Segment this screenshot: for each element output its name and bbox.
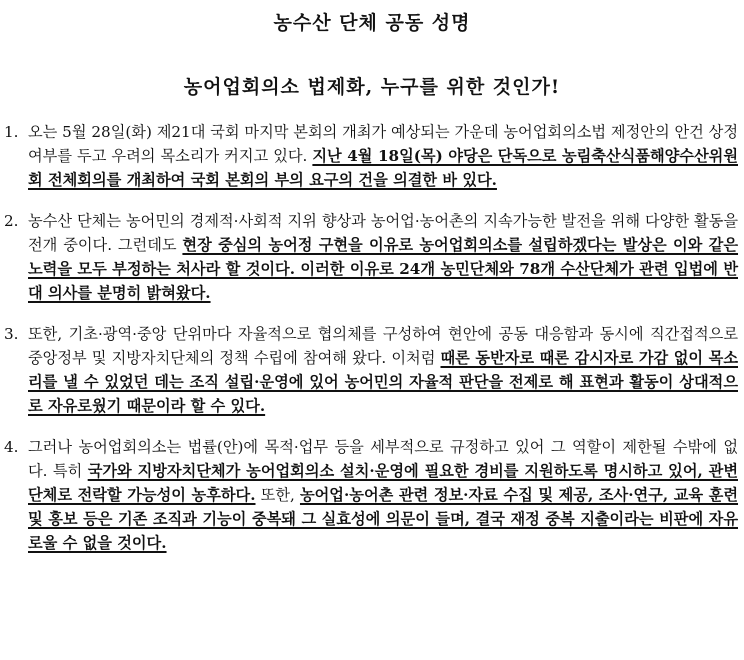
plain-text: 그러나 농어업회의소는 법률(안)에 목적·업무 등을 세부적으로 규정하고 있어 그 역할이 제한될 수밖에 없다. 특히 bbox=[28, 438, 738, 480]
statement-list bbox=[0, 120, 744, 572]
item-number: 2. bbox=[4, 212, 19, 230]
document-subtitle: 농어업회의소 법제화, 누구를 위한 것인가! bbox=[183, 76, 561, 98]
document-title: 농수산 단체 공동 성명 bbox=[273, 12, 471, 34]
item-number: 4. bbox=[4, 438, 19, 456]
statement-item-4 bbox=[0, 435, 744, 555]
emphasized-text: 때론 동반자로 때론 감시자로 가감 없이 목소리를 낼 수 있었던 데는 조직 설립·운영에 있어 농어민의 자율적 판단을 전제로 해 표현과 활동이 상대적으로 자유로웠기 때문이라 할 수 있다. bbox=[28, 349, 738, 415]
statement-item-2 bbox=[0, 209, 744, 305]
emphasized-text: 농어업·농어촌 관련 정보·자료 수집 및 제공, 조사·연구, 교육 훈련 및 홍보 등은 기존 조직과 기능이 중복돼 그 실효성에 의문이 들며, 결국 재정 중복 지출이라는 비판에 자유로울 수 없을 것이다. bbox=[28, 486, 739, 552]
emphasized-text: 현장 중심의 농어정 구현을 이유로 농어업회의소를 설립하겠다는 발상은 이와 같은 노력을 모두 부정하는 처사라 할 것이다. 이러한 이유로 24개 농민단체와 78개 수산단체가 관련 입법에 반대 의사를 분명히 밝혀왔다. bbox=[28, 236, 739, 302]
plain-text: 또한, bbox=[255, 486, 300, 504]
item-text bbox=[28, 435, 738, 555]
plain-text: 또한, 기초·광역·중앙 단위마다 자율적으로 협의체를 구성하여 현안에 공동 대응함과 동시에 직간접적으로 중앙정부 및 지방자치단체의 정책 수립에 참여해 왔다. 이처럼 bbox=[28, 325, 738, 367]
plain-text: 오는 5월 28일(화) 제21대 국회 마지막 본회의 개최가 예상되는 가운데 농어업회의소법 제정안의 안건 상정 여부를 두고 우려의 목소리가 커지고 있다. bbox=[28, 123, 738, 165]
emphasized-text: 국가와 지방자치단체가 농어업회의소 설치·운영에 필요한 경비를 지원하도록 명시하고 있어, 관변단체로 전락할 가능성이 농후하다. bbox=[28, 462, 738, 504]
item-text bbox=[28, 322, 738, 418]
item-number: 3. bbox=[4, 325, 19, 343]
item-text bbox=[28, 120, 738, 192]
emphasized-text: 지난 4월 18일(목) 야당은 단독으로 농림축산식품해양수산위원회 전체회의를 개최하여 국회 본회의 부의 요구의 건을 의결한 바 있다. bbox=[28, 147, 738, 189]
statement-item-1 bbox=[0, 120, 744, 192]
plain-text: 농수산 단체는 농어민의 경제적·사회적 지위 향상과 농어업·농어촌의 지속가능한 발전을 위해 다양한 활동을 전개 중이다. 그런데도 bbox=[28, 212, 738, 254]
item-text bbox=[28, 209, 738, 305]
item-number: 1. bbox=[4, 123, 19, 141]
statement-item-3 bbox=[0, 322, 744, 418]
